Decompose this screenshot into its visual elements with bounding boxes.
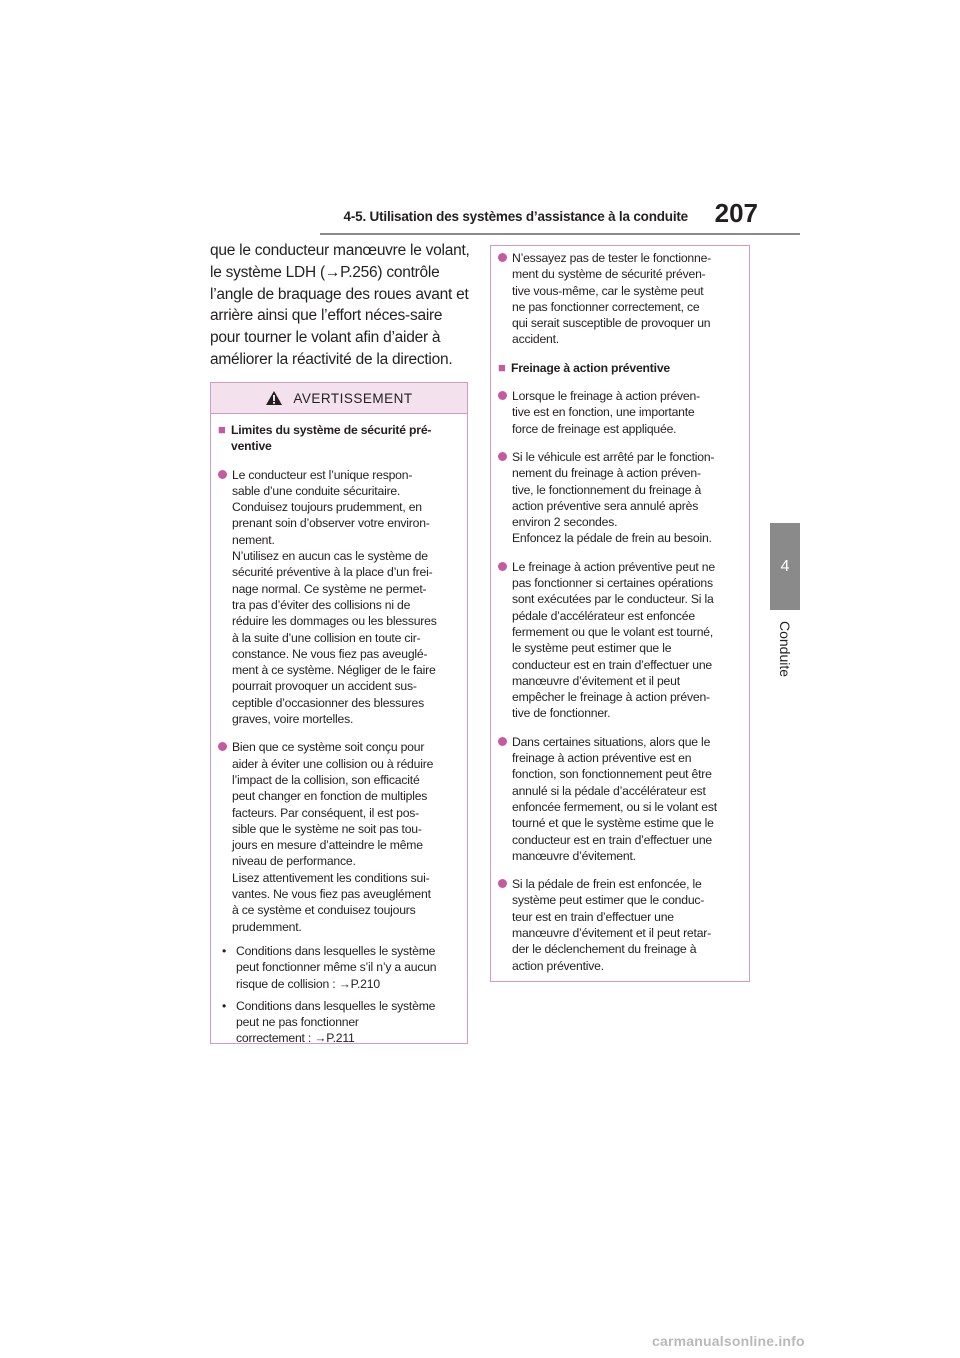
warning-box [210, 382, 468, 1044]
page-number: 207 [714, 198, 758, 228]
watermark: carmanualsonline.info [652, 1333, 805, 1349]
round-bullet-icon [498, 562, 507, 571]
braking-bullet [498, 449, 741, 547]
header-section-title: 4-5. Utilisation des systèmes d’assistance à la conduite [343, 209, 688, 224]
braking-bullet [498, 876, 741, 974]
warning-sub-item-text: Conditions dans lesquelles le système peut ne pas fonctionner correctement : →P.211 [236, 998, 436, 1046]
round-bullet-icon [218, 742, 227, 751]
braking-bullet-text: Si la pédale de frein est enfoncée, le système peut estimer que le conduc- teur est en train d’effectuer une manœuvre d’évitement et il peut retar- der le déclenchement du freinage à action préventive. [512, 877, 711, 973]
braking-bullet-text: Dans certaines situations, alors que le freinage à action préventive est en fonction, son fonctionnement peut être annulé si la pédale d’accélérateur est enfoncée fermement, ou si le volant est tourné et que le système estime que le conducteur est en train d’effectuer une manœuvre d’évitement. [512, 734, 717, 863]
chapter-number: 4 [780, 557, 790, 575]
chapter-label: Conduite [777, 620, 794, 678]
braking-bullet [498, 734, 741, 864]
sub-bullet-mark: • [222, 943, 227, 958]
continuation-bullet-text: N’essayez pas de tester le fonctionne- ment du système de sécurité préven- tive vous-même, car le système peut ne pas fonctionner correctement, ce qui serait susceptible de provoquer un accident. [512, 251, 712, 347]
round-bullet-icon [498, 737, 507, 746]
warning-continuation-box [490, 245, 750, 982]
warning-bullet-text: Le conducteur est l’unique respon- sable d’une conduite sécuritaire. Conduisez toujours prudemment, en prenant soin d’observer votre environ- nement. N’utilisez en aucun cas le système de sécurité préventive à la place d’un frei- nage normal. Ce système ne permet- tra pas d’éviter des collisions ni de réduire les dommages ou les blessures à la suite d’une collision en toute cir- constance. Ne vous fiez pas aveuglé- ment à ce système. Négliger de le faire pourrait provoquer un accident sus- ceptible d’occasionner des blessures graves, voire mortelles. [232, 467, 437, 727]
sub-bullet-mark: • [222, 998, 227, 1013]
chapter-tab [770, 523, 800, 610]
continuation-bullet [498, 250, 741, 348]
warning-section-title: Limites du système de sécurité pré-ventive [231, 423, 432, 454]
warning-triangle-icon [265, 390, 283, 406]
square-bullet-icon: ■ [218, 422, 226, 437]
warning-sub-item-text: Conditions dans lesquelles le système peut fonctionner même s’il n’y a aucun risque de collision : →P.210 [236, 943, 437, 991]
warning-bullet-text: Bien que ce système soit conçu pour aider à éviter une collision ou à réduire l’impact de la collision, son efficacité peut changer en fonction de multiples facteurs. Par conséquent, il est pos- sible que le système ne soit pas tou- jours en mesure d’atteindre le même niveau de performance. Lisez attentivement les conditions sui- vantes. Ne vous fiez pas aveuglément à ce système et conduisez toujours prudemment. [232, 740, 434, 934]
intro-paragraph: que le conducteur manœuvre le volant, le système LDH (→P.256) contrôle l’angle de braquage des roues avant et arrière ainsi que l’effort néces-saire pour tourner le volant afin d’aider à améliorer la réactivité de la direction. [210, 242, 470, 368]
warning-header [211, 383, 467, 414]
continuation-body [491, 246, 749, 974]
header-divider [320, 233, 800, 235]
round-bullet-icon [498, 253, 507, 262]
warning-bullet [218, 739, 459, 935]
warning-title: AVERTISSEMENT [293, 390, 413, 406]
warning-body [211, 414, 467, 1047]
braking-bullet-text: Si le véhicule est arrêté par le fonction- nement du freinage à action préven- tive, le fonctionnement du freinage à action préventive sera annulé après environ 2 secondes. Enfoncez la pédale de frein au besoin. [512, 449, 715, 546]
warning-sub-item [222, 943, 459, 992]
braking-bullet [498, 388, 741, 437]
round-bullet-icon [498, 391, 507, 400]
warning-section-heading [218, 422, 459, 455]
square-bullet-icon: ■ [498, 359, 506, 375]
round-bullet-icon [218, 470, 227, 479]
preventive-braking-title: Freinage à action préventive [511, 360, 670, 375]
braking-bullet-text: Lorsque le freinage à action préven- tive est en fonction, une importante force de freinage est appliquée. [512, 389, 700, 436]
round-bullet-icon [498, 452, 507, 461]
preventive-braking-heading [498, 360, 741, 376]
chapter-label-container [770, 614, 800, 684]
warning-sub-item [222, 998, 459, 1047]
warning-bullet [218, 467, 459, 728]
round-bullet-icon [498, 879, 507, 888]
braking-bullet [498, 559, 741, 722]
braking-bullet-text: Le freinage à action préventive peut ne pas fonctionner si certaines opérations sont exécutées par le conducteur. Si la pédale d’accélérateur est enfoncée fermement ou que le volant est tourné, le système peut estimer que le conducteur est en train d’effectuer une manœuvre d’évitement et il peut empêcher le freinage à action préven- tive de fonctionner. [512, 559, 715, 721]
